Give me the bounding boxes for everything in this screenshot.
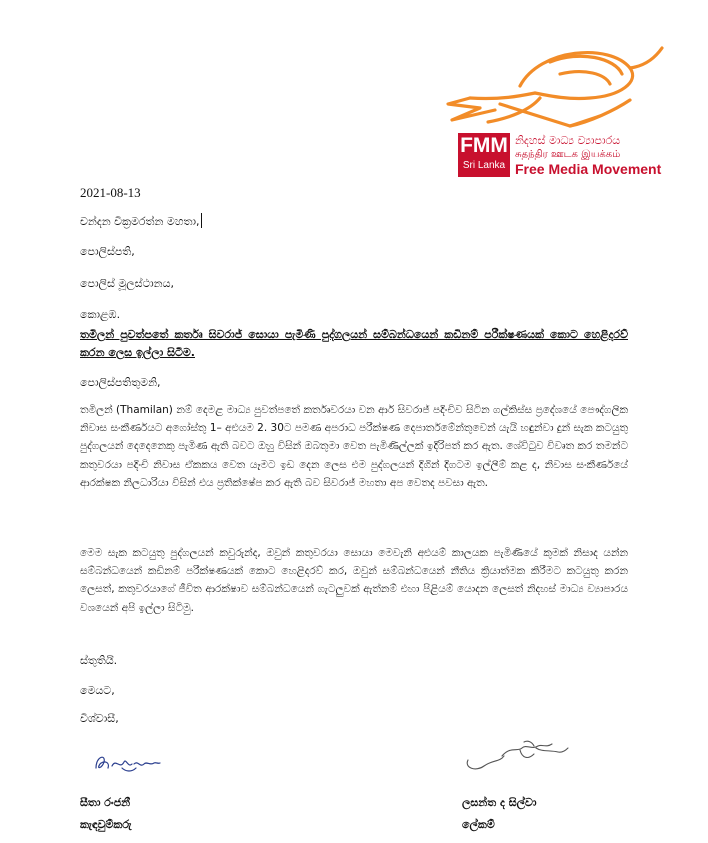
logo-country: Sri Lanka <box>462 160 506 171</box>
signatory-role: ලේකම් <box>462 818 495 831</box>
text-cursor <box>201 213 202 228</box>
letter-date: 2021-08-13 <box>80 185 141 200</box>
body-paragraph-1: තමිලන් (Thamilan) නම් දෙමළ මාධ්‍ය පුවත්පතේ කර්තෘවරයා වන ආර් සිවරාජ් පදිංචිව සිටින ගල්කිස්ස ප්‍රදේශයේ පෞද්ගලික නිවාස සංකීර්ණයට අගෝස්තු 1– අළුයම 2. 30ට පමණ අපරාධ පරීක්ෂණ දෙපාර්තමේන්තුවෙන් යැයි හඳුන්වා දුන් සැක කටයුතු පුද්ගලයන් දෙදෙනෙකු පැමිණ ඇති බවට ඔහු විසින් ඔබතුමා වෙත පැමිණිල්ලක් ඉදිරිපත් කර ඇත. ශේවිටුව විවෘත කර තමන්ට කතුවරයා පදිංචි නිවාස ඒකකය වෙත යෑමට ඉඩ දෙන ලෙස එම පුද්ගලයන් දිගින් දිගටම ඉල්ලීම් කළ ද, නිවාස සංකීර්ණයේ ආරක්ෂක නිලධාරියා විසින් එය ප්‍රතික්ෂේප කර ඇති බව සිවරාජ් මහතා අප වෙතද පවසා ඇත. <box>80 404 628 489</box>
addressee-line: පොලිස් මූලස්ථානය, <box>80 277 174 290</box>
closing-faithful: විශ්වාසී, <box>80 712 119 725</box>
salutation: පොලිස්පතිතුමනි, <box>80 376 161 389</box>
signatory-name: සීතා රංජනී <box>80 796 131 809</box>
logo-name-english: Free Media Movement <box>515 161 662 177</box>
signature-left-icon <box>92 748 162 776</box>
addressee-line[interactable]: චන්දන වික්‍රමරත්න මහතා, <box>80 215 200 228</box>
signatory-role: කැඳවුම්කරු <box>80 818 132 831</box>
closing-thanks: ස්තුතියි. <box>80 654 118 667</box>
logo-acronym: FMM <box>460 134 508 157</box>
fmm-bird-logo-icon <box>440 38 672 138</box>
signatory-name: ලසන්ත ද සිල්වා <box>462 796 537 809</box>
fmm-logo-badge <box>458 133 510 177</box>
signature-right-icon <box>462 738 570 774</box>
logo-name-tamil: சுதந்திர ஊடக இயக்கம் <box>515 149 621 160</box>
closing-meyata: මෙයට, <box>80 684 115 697</box>
logo-org-names <box>515 133 705 178</box>
addressee-line: කොළඹ. <box>80 308 121 321</box>
logo-name-sinhala: නිදහස් මාධ්‍ය ව්‍යාපාරය <box>515 134 621 147</box>
letter-subject: තමිලන් පුවත්පතේ කර්තෘ සිවරාජ් සොයා පැමිණි පුද්ගලයන් සම්බන්ධයෙන් කඩිනම් පරීක්ෂණයක් කොට හෙළිදරව් කරන ලෙස ඉල්ලා සිටීම. <box>80 328 628 359</box>
addressee-line: පොලිස්පති, <box>80 245 135 258</box>
body-paragraph-2: මෙම සැක කටයුතු පුද්ගලයන් කවුරුන්ද, ඔවුන් කතුවරයා සොයා මෙවැනි අළුයම් කාලයක පැමිණියේ කුමක් නිසාද යන්න සම්බන්ධයෙන් කඩිනම් පරීක්ෂණයක් කොට හෙළිදරව් කර, ඔවුන් සම්බන්ධයෙන් නීතිය ක්‍රියාත්මක කිරීමට කටයුතු කරන ලෙසත්, කතුවරයාගේ ජීවිත ආරක්ෂාව සම්බන්ධයෙන් ගැටලුවක් ඇත්නම් එහා පිළියම් යොදන ලෙසත් නිදහස් මාධ්‍ය ව්‍යාපාරය වශයෙන් අපි ඉල්ලා සිටිමු. <box>80 547 628 614</box>
